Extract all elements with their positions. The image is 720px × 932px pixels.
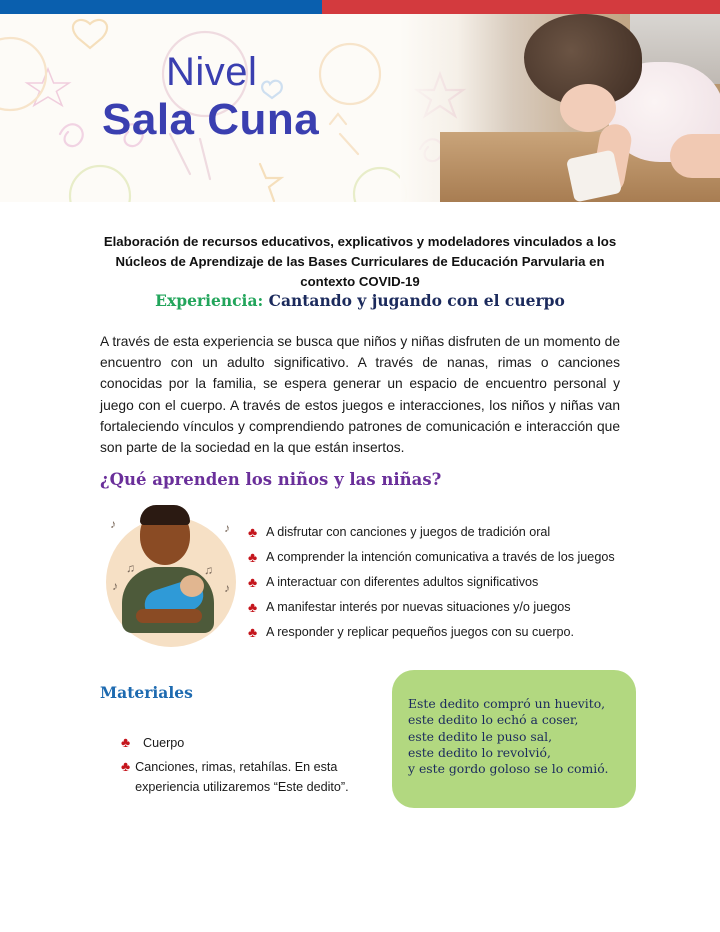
rhyme-line: este dedito lo echó a coser, [408,712,579,728]
music-note-icon: ♫ [204,563,213,577]
top-color-bar [0,0,720,14]
club-bullet-icon: ♣ [248,623,258,640]
rhyme-line: este dedito lo revolvió, [408,744,551,760]
club-bullet-icon: ♣ [121,757,131,774]
club-bullet-icon: ♣ [248,524,258,541]
club-bullet-icon: ♣ [121,734,131,750]
materials-heading: Materiales [100,683,193,702]
level-title: Nivel [166,50,258,94]
learning-item: ♣ A disfrutar con canciones y juegos de tradición oral [248,524,551,541]
experience-title [0,291,720,310]
baby-photo [400,14,720,202]
level-name: Sala Cuna [102,95,320,144]
music-note-icon: ♪ [110,517,116,531]
club-bullet-icon: ♣ [248,598,258,615]
experience-label: Experiencia: [155,291,264,310]
club-bullet-icon: ♣ [248,549,258,566]
club-bullet-icon: ♣ [248,573,258,590]
top-bar-red [322,0,720,14]
music-note-icon: ♪ [224,521,230,535]
learning-heading: ¿Qué aprenden los niños y las niñas? [100,470,442,489]
music-note-icon: ♪ [224,581,230,595]
music-note-icon: ♫ [126,561,135,575]
materials-item: ♣ Cuerpo [121,734,185,750]
rhyme-line: Este dedito compró un huevito, [408,696,606,711]
learning-item: ♣ A manifestar interés por nuevas situaciones y/o juegos [248,598,571,615]
rhyme-line: y este gordo goloso se lo comió. [408,761,609,777]
materials-list [121,733,371,801]
music-note-icon: ♪ [112,579,118,593]
experience-name: Cantando y jugando con el cuerpo [268,291,565,310]
materials-item: ♣ Canciones, rimas, retahílas. En esta experiencia utilizaremos “Este dedito”. [121,757,349,794]
learning-item: ♣ A responder y replicar pequeños juegos con su cuerpo. [248,623,575,640]
rhyme-line: este dedito le puso sal, [408,728,553,744]
rhyme-box [392,670,636,808]
father-singing-illustration [100,505,245,650]
learning-item: ♣ A comprender la intención comunicativa a través de los juegos [248,549,615,566]
learning-list [248,520,615,644]
intro-paragraph: A través de esta experiencia se busca que niños y niñas disfruten de un momento de encuentro con un adulto significativo. A través de nanas, rimas o canciones conocidas por la familia, se espera generar un espacio de encuentro personal y juego con el cuerpo. A través de estos juegos e interacciones, los niños y niñas van fortaleciendo vínculos y comprendiendo patrones de comunicación e interacción que son parte de la sociedad en la que están insertos. [100,334,620,456]
learning-item: ♣ A interactuar con diferentes adultos significativos [248,573,539,590]
document-subtitle: Elaboración de recursos educativos, explicativos y modeladores vinculados a los Núcleos de Aprendizaje de las Bases Curriculares de Educación Parvularia en contexto COVID-19 [103,234,617,289]
top-bar-blue [0,0,322,14]
